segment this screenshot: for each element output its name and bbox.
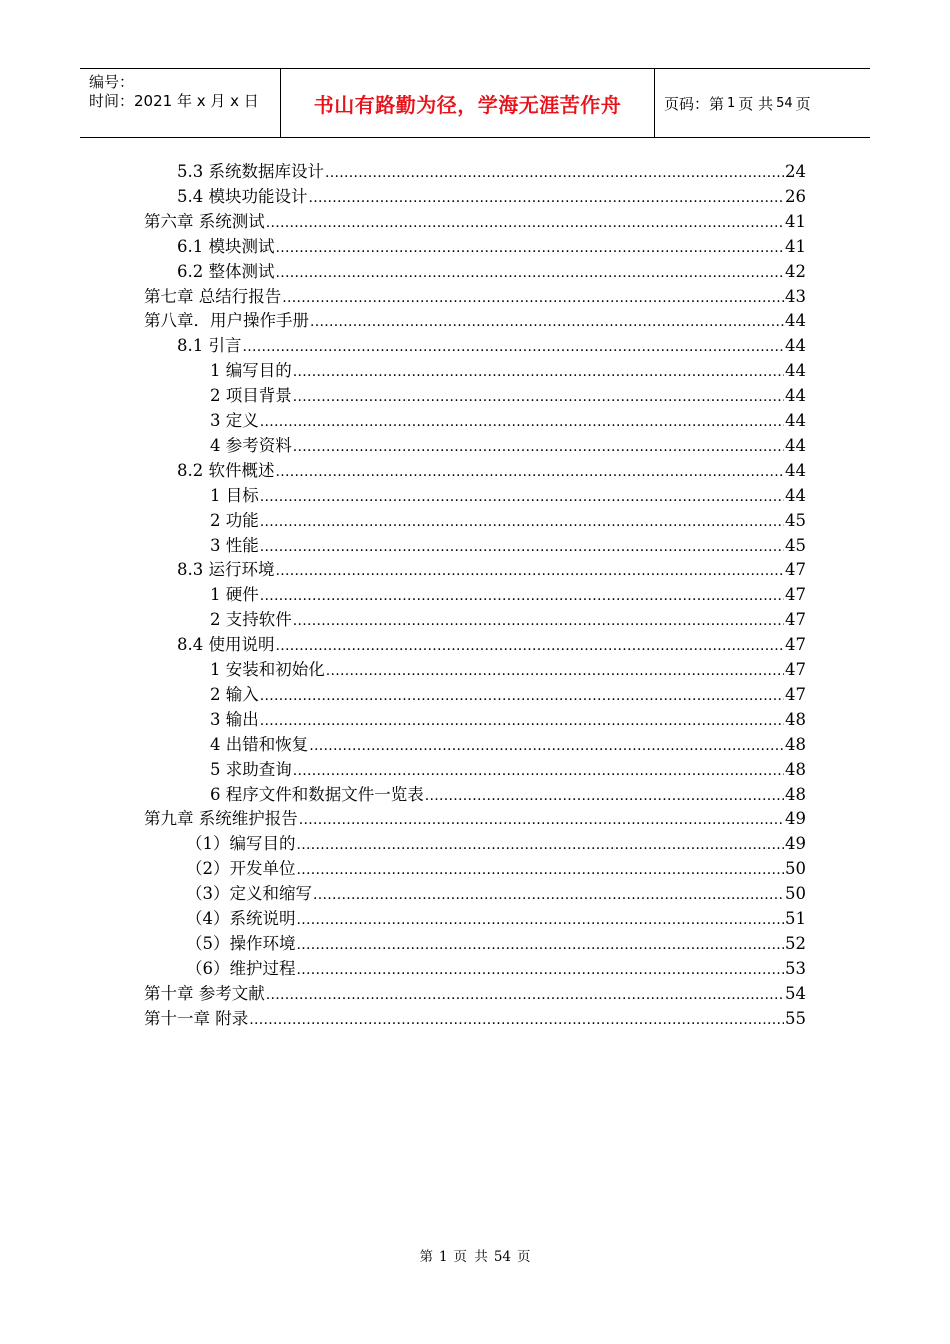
footer-suffix: 页 [517, 1249, 531, 1265]
toc-dot-leader [299, 810, 784, 830]
toc-entry-page: 55 [785, 1008, 806, 1028]
toc-entry-title: 8.1 引言 [177, 336, 242, 356]
toc-dot-leader [276, 636, 785, 656]
footer-total: 54 [493, 1249, 512, 1265]
footer-current: 1 [438, 1249, 448, 1265]
toc-entry-title: 8.4 使用说明 [177, 635, 275, 655]
page-mid: 页 共 [738, 94, 774, 113]
toc-entry[interactable] [210, 656, 806, 681]
toc-entry-page: 48 [785, 784, 806, 804]
toc-entry[interactable] [186, 830, 806, 855]
toc-entry[interactable] [144, 208, 806, 233]
toc-entry[interactable] [210, 581, 806, 606]
toc-entry[interactable] [210, 482, 806, 507]
toc-entry-title: 第九章 系统维护报告 [144, 809, 298, 829]
toc-entry-title: （5）操作环境 [186, 933, 296, 953]
toc-entry-title: （1）编写目的 [186, 834, 296, 854]
toc-entry[interactable] [144, 805, 806, 830]
toc-dot-leader [276, 263, 785, 283]
toc-entry[interactable] [144, 307, 806, 332]
document-time-line [89, 92, 280, 111]
page-header [80, 68, 870, 138]
toc-entry-page: 44 [785, 361, 806, 381]
toc-dot-leader [293, 362, 784, 382]
toc-entry-page: 24 [785, 162, 806, 181]
toc-entry-page: 43 [785, 286, 806, 306]
toc-entry-title: （6）维护过程 [186, 958, 296, 978]
toc-entry-page: 53 [785, 958, 806, 978]
toc-entry-title: 3 性能 [210, 535, 259, 555]
toc-entry-title: 1 硬件 [210, 585, 259, 605]
toc-entry[interactable] [210, 532, 806, 557]
toc-entry[interactable] [210, 407, 806, 432]
toc-entry-page: 47 [785, 585, 806, 605]
toc-entry-page: 42 [785, 261, 806, 281]
toc-entry-page: 47 [785, 635, 806, 655]
toc-dot-leader [260, 487, 784, 507]
page-current: 1 [727, 95, 736, 111]
toc-entry-title: 第十一章 附录 [144, 1008, 249, 1028]
toc-entry-page: 44 [785, 386, 806, 406]
toc-entry-title: 第七章 总结行报告 [144, 286, 282, 306]
toc-dot-leader [310, 312, 784, 332]
toc-dot-leader [293, 761, 784, 781]
toc-entry-title: 6 程序文件和数据文件一览表 [210, 784, 424, 804]
toc-entry-title: 4 参考资料 [210, 435, 292, 455]
toc-entry-page: 47 [785, 560, 806, 580]
toc-dot-leader [293, 437, 784, 457]
toc-entry[interactable] [210, 706, 806, 731]
toc-dot-leader [297, 960, 785, 980]
toc-entry[interactable] [177, 631, 806, 656]
toc-dot-leader [313, 885, 784, 905]
page-label: 页码：第 [664, 94, 725, 113]
toc-entry-title: 5.3 系统数据库设计 [177, 162, 324, 181]
toc-dot-leader [249, 1010, 784, 1030]
document-id-label: 编号： [89, 73, 135, 91]
toc-entry-title: 1 编写目的 [210, 361, 292, 381]
toc-entry[interactable] [177, 158, 806, 183]
toc-dot-leader [309, 736, 784, 756]
toc-entry-page: 26 [785, 186, 806, 206]
toc-entry[interactable] [210, 382, 806, 407]
toc-dot-leader [309, 188, 785, 208]
toc-entry[interactable] [177, 233, 806, 258]
toc-dot-leader [243, 337, 785, 357]
toc-entry-page: 50 [785, 884, 806, 904]
toc-entry[interactable] [177, 183, 806, 208]
toc-entry-page: 44 [785, 336, 806, 356]
toc-entry[interactable] [210, 507, 806, 532]
toc-entry-title: 3 输出 [210, 709, 259, 729]
header-motto-cell [281, 69, 655, 137]
toc-entry-page: 47 [785, 660, 806, 679]
header-motto: 书山有路勤为径，学海无涯苦作舟 [313, 92, 622, 117]
toc-entry-title: 1 安装和初始化 [210, 660, 325, 679]
toc-entry-page: 44 [785, 435, 806, 455]
footer-mid: 页 共 [453, 1249, 488, 1265]
toc-entry-page: 44 [785, 460, 806, 480]
toc-entry[interactable] [177, 258, 806, 283]
toc-entry-page: 41 [785, 211, 806, 231]
toc-dot-leader [282, 288, 784, 308]
toc-entry[interactable] [144, 980, 806, 1005]
toc-entry-title: 第六章 系统测试 [144, 211, 265, 231]
toc-dot-leader [425, 786, 784, 806]
toc-dot-leader [297, 860, 785, 880]
toc-entry-title: 2 项目背景 [210, 386, 292, 406]
toc-entry-title: 2 输入 [210, 684, 259, 704]
toc-entry-page: 50 [785, 859, 806, 879]
page-footer [0, 1245, 950, 1265]
toc-entry[interactable] [177, 556, 806, 581]
toc-entry-page: 45 [785, 510, 806, 530]
toc-entry-page: 45 [785, 535, 806, 555]
time-label: 时间： [89, 92, 135, 110]
toc-dot-leader [293, 387, 784, 407]
toc-entry-page: 49 [785, 809, 806, 829]
toc-entry[interactable] [186, 905, 806, 930]
toc-entry-page: 48 [785, 734, 806, 754]
toc-entry-title: （2）开发单位 [186, 859, 296, 879]
toc-entry-page: 41 [785, 236, 806, 256]
toc-entry-title: 5.4 模块功能设计 [177, 186, 308, 206]
toc-entry-page: 44 [785, 311, 806, 331]
toc-entry[interactable] [210, 357, 806, 382]
toc-dot-leader [266, 985, 784, 1005]
toc-entry-page: 47 [785, 610, 806, 630]
toc-entry[interactable] [186, 930, 806, 955]
toc-entry[interactable] [144, 1005, 806, 1030]
toc-entry-title: 5 求助查询 [210, 759, 292, 779]
toc-entry-page: 48 [785, 759, 806, 779]
toc-dot-leader [260, 412, 784, 432]
page-total: 54 [776, 95, 793, 111]
toc-entry-title: 6.1 模块测试 [177, 236, 275, 256]
toc-entry-page: 44 [785, 411, 806, 430]
toc-entry-page: 48 [785, 709, 806, 729]
toc-entry-page: 47 [785, 684, 806, 704]
toc-entry[interactable] [186, 855, 806, 880]
toc-entry-title: 3 定义 [210, 411, 259, 430]
toc-entry-title: 2 功能 [210, 510, 259, 530]
toc-entry-title: （4）系统说明 [186, 909, 296, 928]
date-text: 2021 年 x 月 x 日 [134, 92, 259, 110]
toc-dot-leader [293, 611, 784, 631]
toc-entry-title: 4 出错和恢复 [210, 734, 309, 754]
toc-dot-leader [297, 835, 785, 855]
header-page-cell [655, 69, 870, 137]
toc-entry-page: 52 [785, 933, 806, 953]
toc-dot-leader [326, 661, 784, 681]
header-meta-cell [80, 69, 281, 137]
toc-entry[interactable] [186, 880, 806, 905]
footer-prefix: 第 [419, 1249, 433, 1265]
toc-dot-leader [276, 238, 785, 258]
toc-dot-leader [260, 711, 784, 731]
toc-entry-title: 第八章．用户操作手册 [144, 311, 309, 331]
toc-entry[interactable] [177, 457, 806, 482]
toc-dot-leader [276, 561, 785, 581]
toc-entry[interactable] [210, 781, 806, 806]
toc-entry-title: 6.2 整体测试 [177, 261, 275, 281]
toc-entry[interactable] [210, 731, 806, 756]
toc-entry[interactable] [177, 332, 806, 357]
toc-entry-title: （3）定义和缩写 [186, 884, 312, 904]
toc-dot-leader [276, 462, 785, 482]
toc-entry-title: 8.2 软件概述 [177, 460, 275, 480]
toc-entry-title: 2 支持软件 [210, 610, 292, 630]
toc-entry[interactable] [210, 432, 806, 457]
toc-entry-page: 51 [785, 909, 806, 928]
toc-dot-leader [297, 935, 785, 955]
toc-entry[interactable] [144, 283, 806, 308]
page-suffix: 页 [795, 94, 811, 113]
toc-dot-leader [260, 686, 784, 706]
toc-entry[interactable] [210, 681, 806, 706]
toc-dot-leader [260, 537, 784, 557]
toc-entry[interactable] [186, 955, 806, 980]
toc-dot-leader [266, 213, 784, 233]
toc-entry-title: 1 目标 [210, 485, 259, 505]
toc-dot-leader [325, 163, 784, 183]
toc-dot-leader [260, 586, 784, 606]
toc-dot-leader [297, 910, 785, 930]
toc-entry-title: 第十章 参考文献 [144, 983, 265, 1003]
toc-entry-title: 8.3 运行环境 [177, 560, 275, 580]
toc-entry-page: 44 [785, 485, 806, 505]
toc-entry-page: 54 [785, 983, 806, 1003]
toc-entry[interactable] [210, 756, 806, 781]
toc-entry[interactable] [210, 606, 806, 631]
toc-entry-page: 49 [785, 834, 806, 854]
toc-dot-leader [260, 512, 784, 532]
